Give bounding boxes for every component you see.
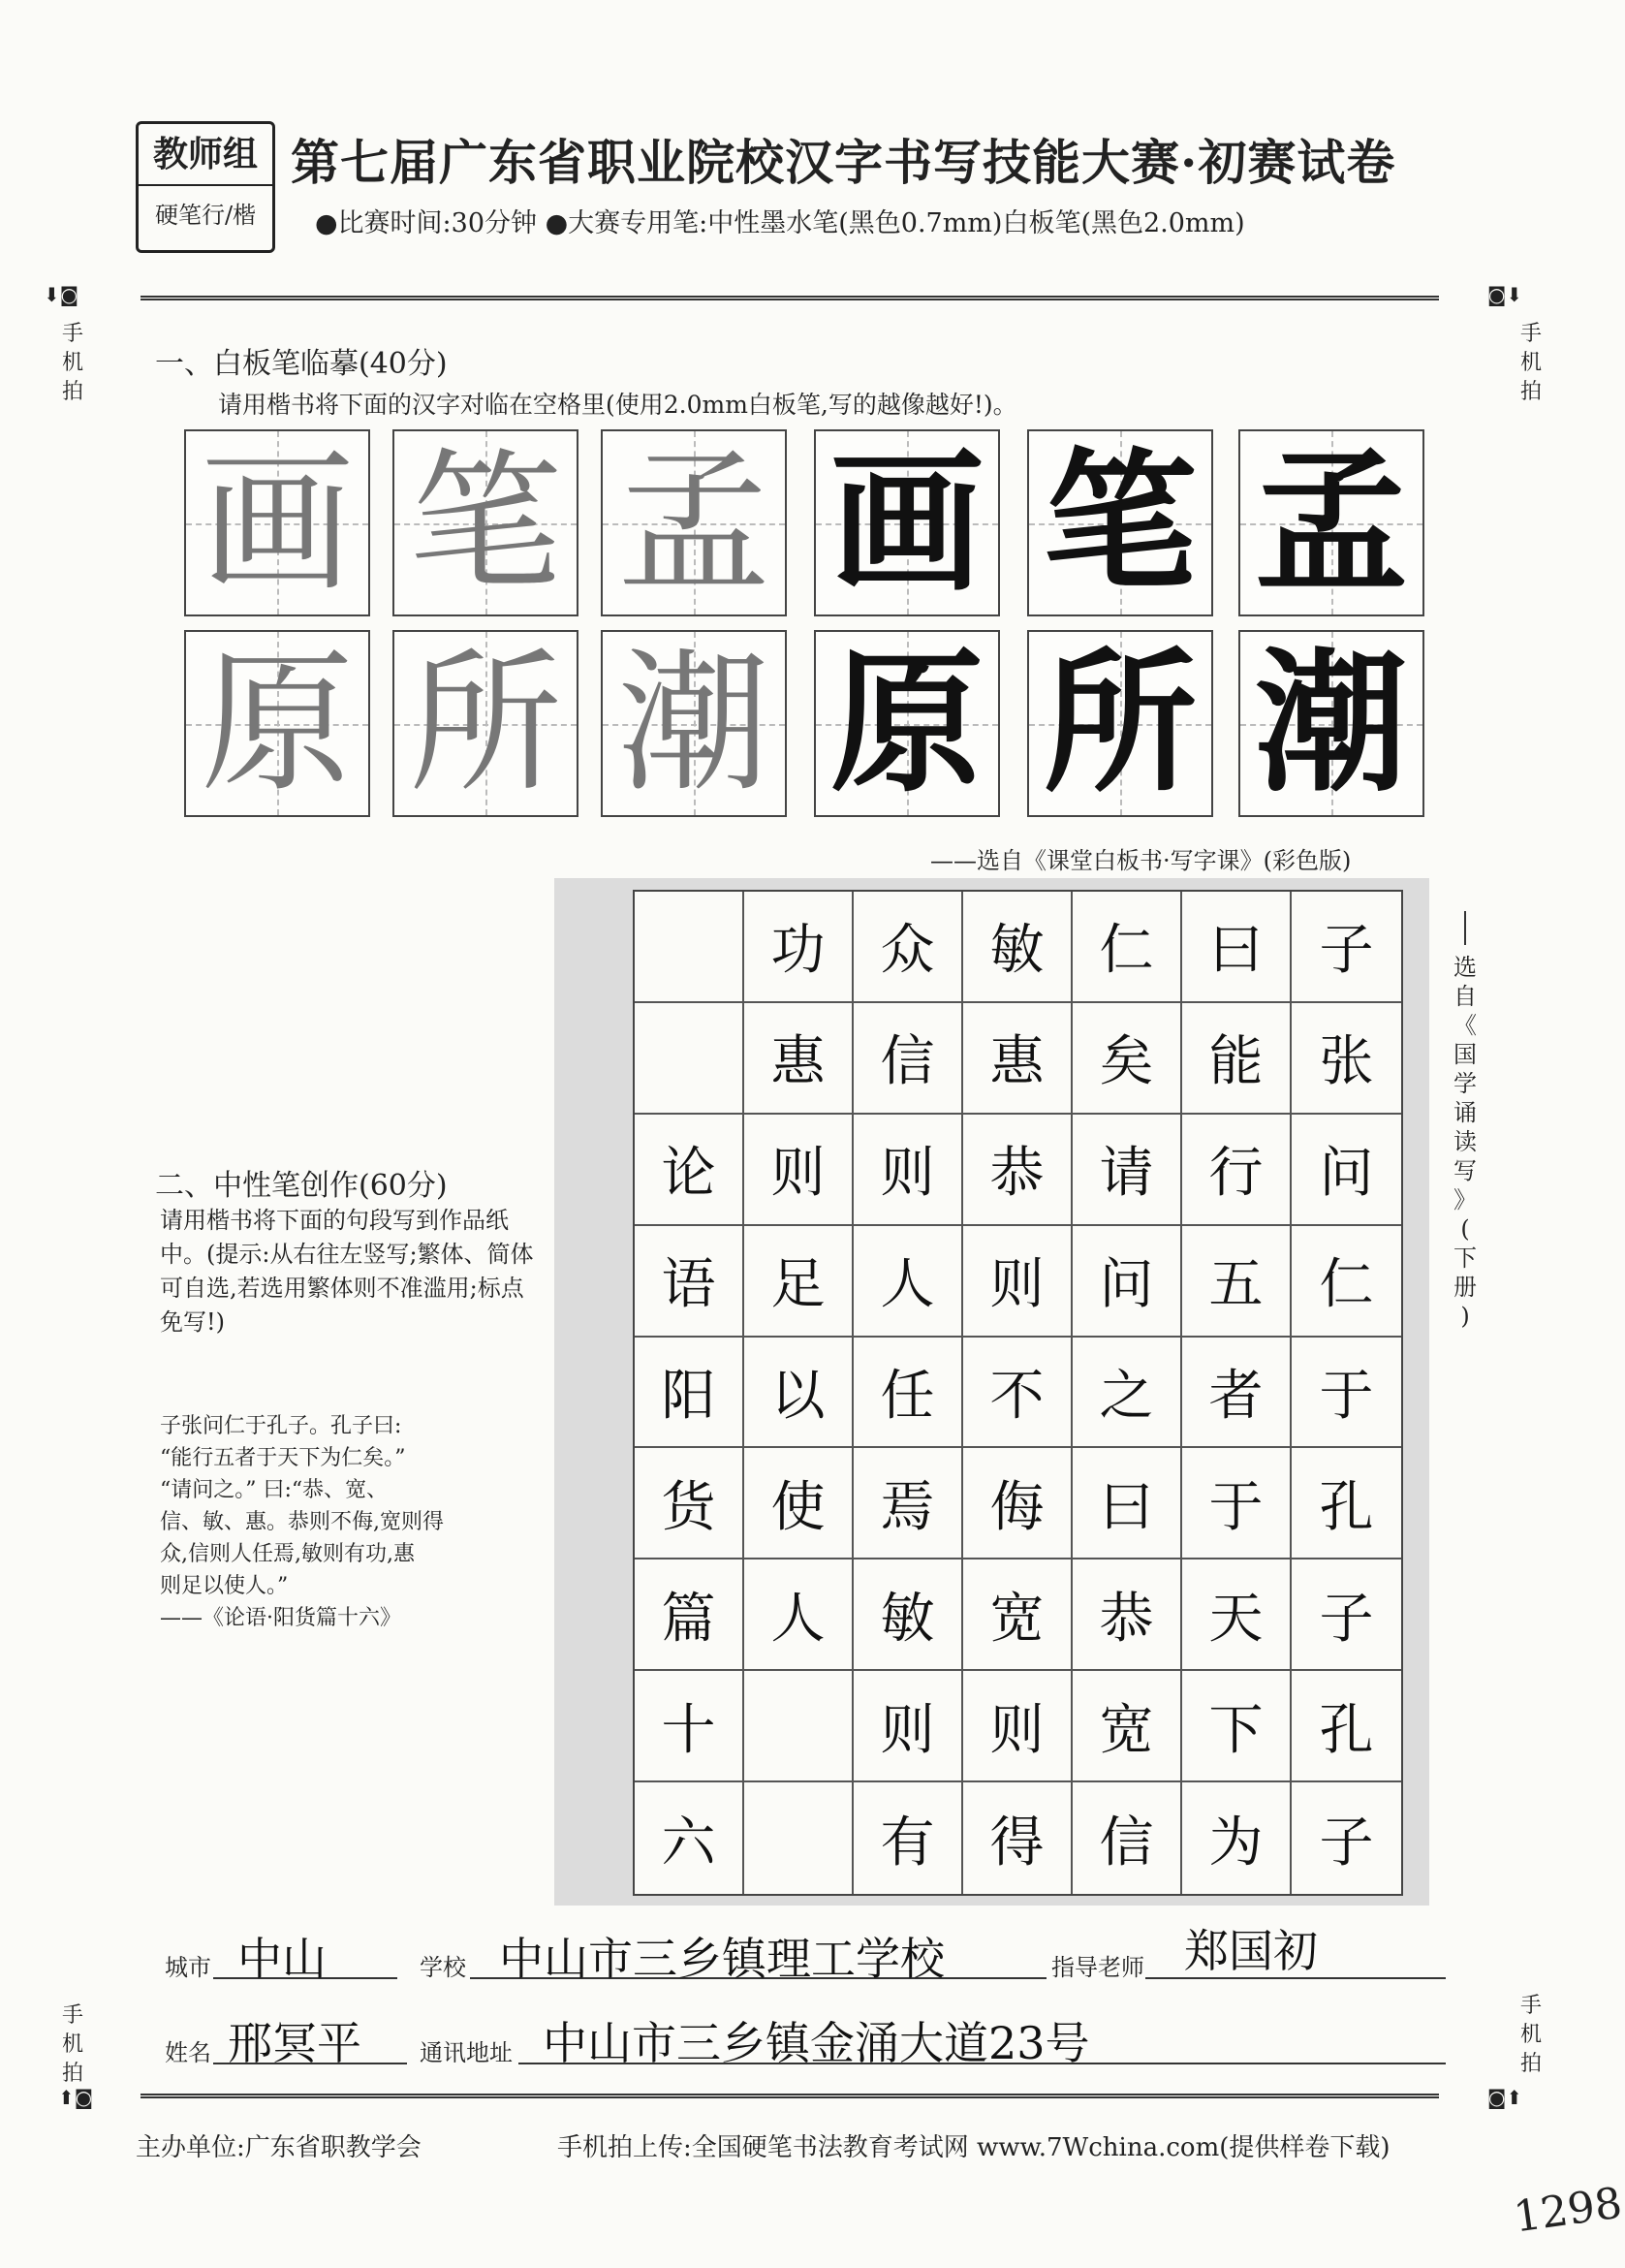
grid-cell: 仁 <box>1073 892 1182 1003</box>
name-value: 邢冥平 <box>228 2017 361 2069</box>
grid-cell: 焉 <box>854 1448 963 1559</box>
grid-cell: 足 <box>744 1226 854 1338</box>
copy-cell <box>814 429 1000 616</box>
cell-char: 画 <box>201 433 354 613</box>
grid-cell: 敏 <box>854 1559 963 1671</box>
organizer: 主办单位:广东省职教学会 <box>136 2133 422 2162</box>
cell-char: 画 <box>830 432 984 613</box>
grid-cell: 孔 <box>1292 1671 1401 1782</box>
school-value: 中山市三乡镇理工学校 <box>499 1933 945 1985</box>
grid-cell: 宽 <box>963 1559 1073 1671</box>
grid-cell: 功 <box>744 892 854 1003</box>
copy-cell <box>392 429 578 616</box>
cell-char: 笔 <box>1044 432 1197 613</box>
copy-cell <box>814 630 1000 817</box>
grid-cell: 人 <box>854 1226 963 1338</box>
section2-passage <box>160 1410 538 1634</box>
grid-cell: 能 <box>1182 1003 1292 1115</box>
grid-cell: 人 <box>744 1559 854 1671</box>
city-field[interactable] <box>213 1924 397 1985</box>
group-badge <box>136 121 275 253</box>
copy-cell <box>1027 630 1213 817</box>
source-char: ( <box>1460 1215 1470 1243</box>
passage-line: ——《论语·阳货篇十六》 <box>160 1606 401 1630</box>
grid-cell: 使 <box>744 1448 854 1559</box>
source-char: 自 <box>1453 983 1477 1010</box>
grid-cell: 天 <box>1182 1559 1292 1671</box>
grid-cell: 矣 <box>1073 1003 1182 1115</box>
grid-cell: 以 <box>744 1338 854 1449</box>
passage-line: 众,信则人任焉,敏则有功,惠 <box>160 1542 415 1566</box>
copy-cell <box>184 429 370 616</box>
source-char: 国 <box>1453 1041 1477 1068</box>
exam-meta: ●比赛时间:30分钟 ●大赛专用笔:中性墨水笔(黑色0.7mm)白板笔(黑色2.0mm) <box>315 208 1245 238</box>
grid-cell: 则 <box>744 1115 854 1226</box>
cell-char: 原 <box>201 634 354 813</box>
name-label: 姓名 <box>165 2040 211 2066</box>
phone-photo-label-tl: 手机拍 <box>61 322 83 404</box>
grid-cell: 于 <box>1292 1338 1401 1449</box>
cell-char: 原 <box>830 633 984 813</box>
section1-source: ——选自《课堂白板书·写字课》(彩色版) <box>930 847 1352 874</box>
grid-cell: 恭 <box>963 1115 1073 1226</box>
address-value: 中山市三乡镇金涌大道23号 <box>543 2017 1090 2069</box>
grid-cell <box>744 1671 854 1782</box>
section2-instruction: 请用楷书将下面的句段写到作品纸中。(提示:从右往左竖写;繁体、简体可自选,若选用繁体则不准滥用;标点免写!) <box>160 1207 534 1336</box>
grid-cell: 惠 <box>744 1003 854 1115</box>
grid-cell: 篇 <box>635 1559 744 1671</box>
grid-cell: 惠 <box>963 1003 1073 1115</box>
cell-char: 所 <box>1044 633 1197 813</box>
grid-cell: 曰 <box>1182 892 1292 1003</box>
copy-cell <box>1027 429 1213 616</box>
cell-char: 笔 <box>409 433 562 613</box>
source-char: 下 <box>1453 1244 1477 1272</box>
top-divider <box>141 296 1439 300</box>
grid-cell <box>635 892 744 1003</box>
camera-icon: ◙⬆ <box>1487 2086 1523 2109</box>
copy-cell <box>1238 630 1424 817</box>
grid-cell: 五 <box>1182 1226 1292 1338</box>
grid-cell: 下 <box>1182 1671 1292 1782</box>
grid-cell: 者 <box>1182 1338 1292 1449</box>
grid-cell: 侮 <box>963 1448 1073 1559</box>
upload-info: 手机拍上传:全国硬笔书法教育考试网 www.7Wchina.com(提供样卷下载) <box>557 2133 1391 2162</box>
grid-cell: 为 <box>1182 1782 1292 1894</box>
camera-icon: ◙⬇ <box>1487 283 1523 306</box>
source-char: 学 <box>1453 1070 1477 1097</box>
grid-cell: 问 <box>1073 1226 1182 1338</box>
camera-icon: ⬇◙ <box>44 283 79 306</box>
address-field[interactable] <box>518 2006 1446 2069</box>
grid-cell: 得 <box>963 1782 1073 1894</box>
grid-cell: 子 <box>1319 1811 1374 1874</box>
cell-char: 所 <box>409 634 562 813</box>
grid-cell: 则 <box>854 1115 963 1226</box>
grid-cell: 则 <box>963 1671 1073 1782</box>
source-char: 诵 <box>1453 1099 1477 1126</box>
cell-char: 潮 <box>617 634 770 813</box>
teacher-field[interactable] <box>1145 1924 1446 1979</box>
name-field[interactable] <box>213 2006 407 2069</box>
copy-cell <box>601 429 787 616</box>
passage-line: “请问之。” 曰:“恭、宽、 <box>160 1478 389 1502</box>
section2-source <box>1446 911 1484 1331</box>
grid-cell: 子 <box>1292 1559 1401 1671</box>
grid-cell: 请 <box>1073 1115 1182 1226</box>
copy-cell <box>184 630 370 817</box>
passage-line: “能行五者于天下为仁矣。” <box>160 1446 406 1470</box>
school-label: 学校 <box>420 1955 466 1981</box>
bottom-divider <box>141 2094 1439 2098</box>
grid-cell <box>635 1003 744 1115</box>
group-label: 教师组 <box>139 124 272 186</box>
address-label: 通讯地址 <box>420 2040 513 2066</box>
grid-cell: 则 <box>854 1671 963 1782</box>
grid-cell: 宽 <box>1073 1671 1182 1782</box>
teacher-value: 郑国初 <box>1184 1925 1318 1977</box>
source-char: 写 <box>1453 1157 1477 1184</box>
cell-char: 潮 <box>1255 633 1408 813</box>
copy-cell <box>1238 429 1424 616</box>
grid-cell: 信 <box>854 1003 963 1115</box>
grid-cell: 阳 <box>635 1338 744 1449</box>
phone-photo-label-tr: 手机拍 <box>1519 322 1542 404</box>
grid-cell: 子 <box>1292 892 1401 1003</box>
source-char: 《 <box>1453 1012 1477 1039</box>
camera-icon: ⬆◙ <box>58 2086 94 2109</box>
source-char: 选 <box>1453 954 1477 981</box>
passage-line: 子张问仁于孔子。孔子曰: <box>160 1414 402 1438</box>
cell-char: 孟 <box>617 433 770 613</box>
grid-cell: 仁 <box>1292 1226 1401 1338</box>
section1-title: 一、白板笔临摹(40分) <box>155 347 448 381</box>
copy-cell <box>392 630 578 817</box>
grid-cell: 行 <box>1182 1115 1292 1226</box>
school-field[interactable] <box>470 1924 1047 1985</box>
copy-cell <box>601 630 787 817</box>
grid-cell: 论 <box>635 1115 744 1226</box>
grid-cell: 语 <box>635 1226 744 1338</box>
grid-cell: 有 <box>854 1782 963 1894</box>
grid-cell: 曰 <box>1073 1448 1182 1559</box>
grid-cell: 问 <box>1292 1115 1401 1226</box>
phone-photo-label-br: 手机拍 <box>1519 1994 1542 2076</box>
source-char: ) <box>1460 1303 1470 1330</box>
grid-cell: 则 <box>963 1226 1073 1338</box>
grid-cell <box>744 1782 854 1894</box>
grid-cell: 张 <box>1292 1003 1401 1115</box>
grid-cell: 于 <box>1182 1448 1292 1559</box>
grid-cell: 之 <box>1073 1338 1182 1449</box>
grid-cell: 信 <box>1073 1782 1182 1894</box>
cell-char: 孟 <box>1255 432 1408 613</box>
city-value: 中山 <box>237 1933 327 1985</box>
source-char: 读 <box>1453 1128 1477 1155</box>
grid-cell: 敏 <box>963 892 1073 1003</box>
section2-title: 二、中性笔创作(60分) <box>155 1169 448 1203</box>
grid-cell: 十 <box>635 1671 744 1782</box>
grid-cell: 孔 <box>1292 1448 1401 1559</box>
teacher-label: 指导老师 <box>1051 1955 1144 1981</box>
passage-line: 则足以使人。” <box>160 1574 289 1598</box>
grid-cell: 不 <box>963 1338 1073 1449</box>
grid-cell: 众 <box>854 892 963 1003</box>
source-char: 》 <box>1453 1186 1477 1213</box>
grid-cell: 六 <box>635 1782 744 1894</box>
section1-instruction: 请用楷书将下面的汉字对临在空格里(使用2.0mm白板笔,写的越像越好!)。 <box>218 391 1017 419</box>
city-label: 城市 <box>165 1955 211 1981</box>
page-title: 第七届广东省职业院校汉字书写技能大赛·初赛试卷 <box>291 134 1396 191</box>
source-char: 册 <box>1453 1274 1477 1301</box>
grid-cell: 恭 <box>1073 1559 1182 1671</box>
category-label: 硬笔行/楷 <box>154 202 257 229</box>
page-number: 1298 <box>1510 2178 1625 2243</box>
grid-cell: 货 <box>635 1448 744 1559</box>
passage-line: 信、敏、惠。恭则不侮,宽则得 <box>160 1510 444 1534</box>
grid-cell: 任 <box>854 1338 963 1449</box>
phone-photo-label-bl: 手机拍 <box>61 2003 83 2086</box>
writing-grid <box>633 890 1403 1896</box>
